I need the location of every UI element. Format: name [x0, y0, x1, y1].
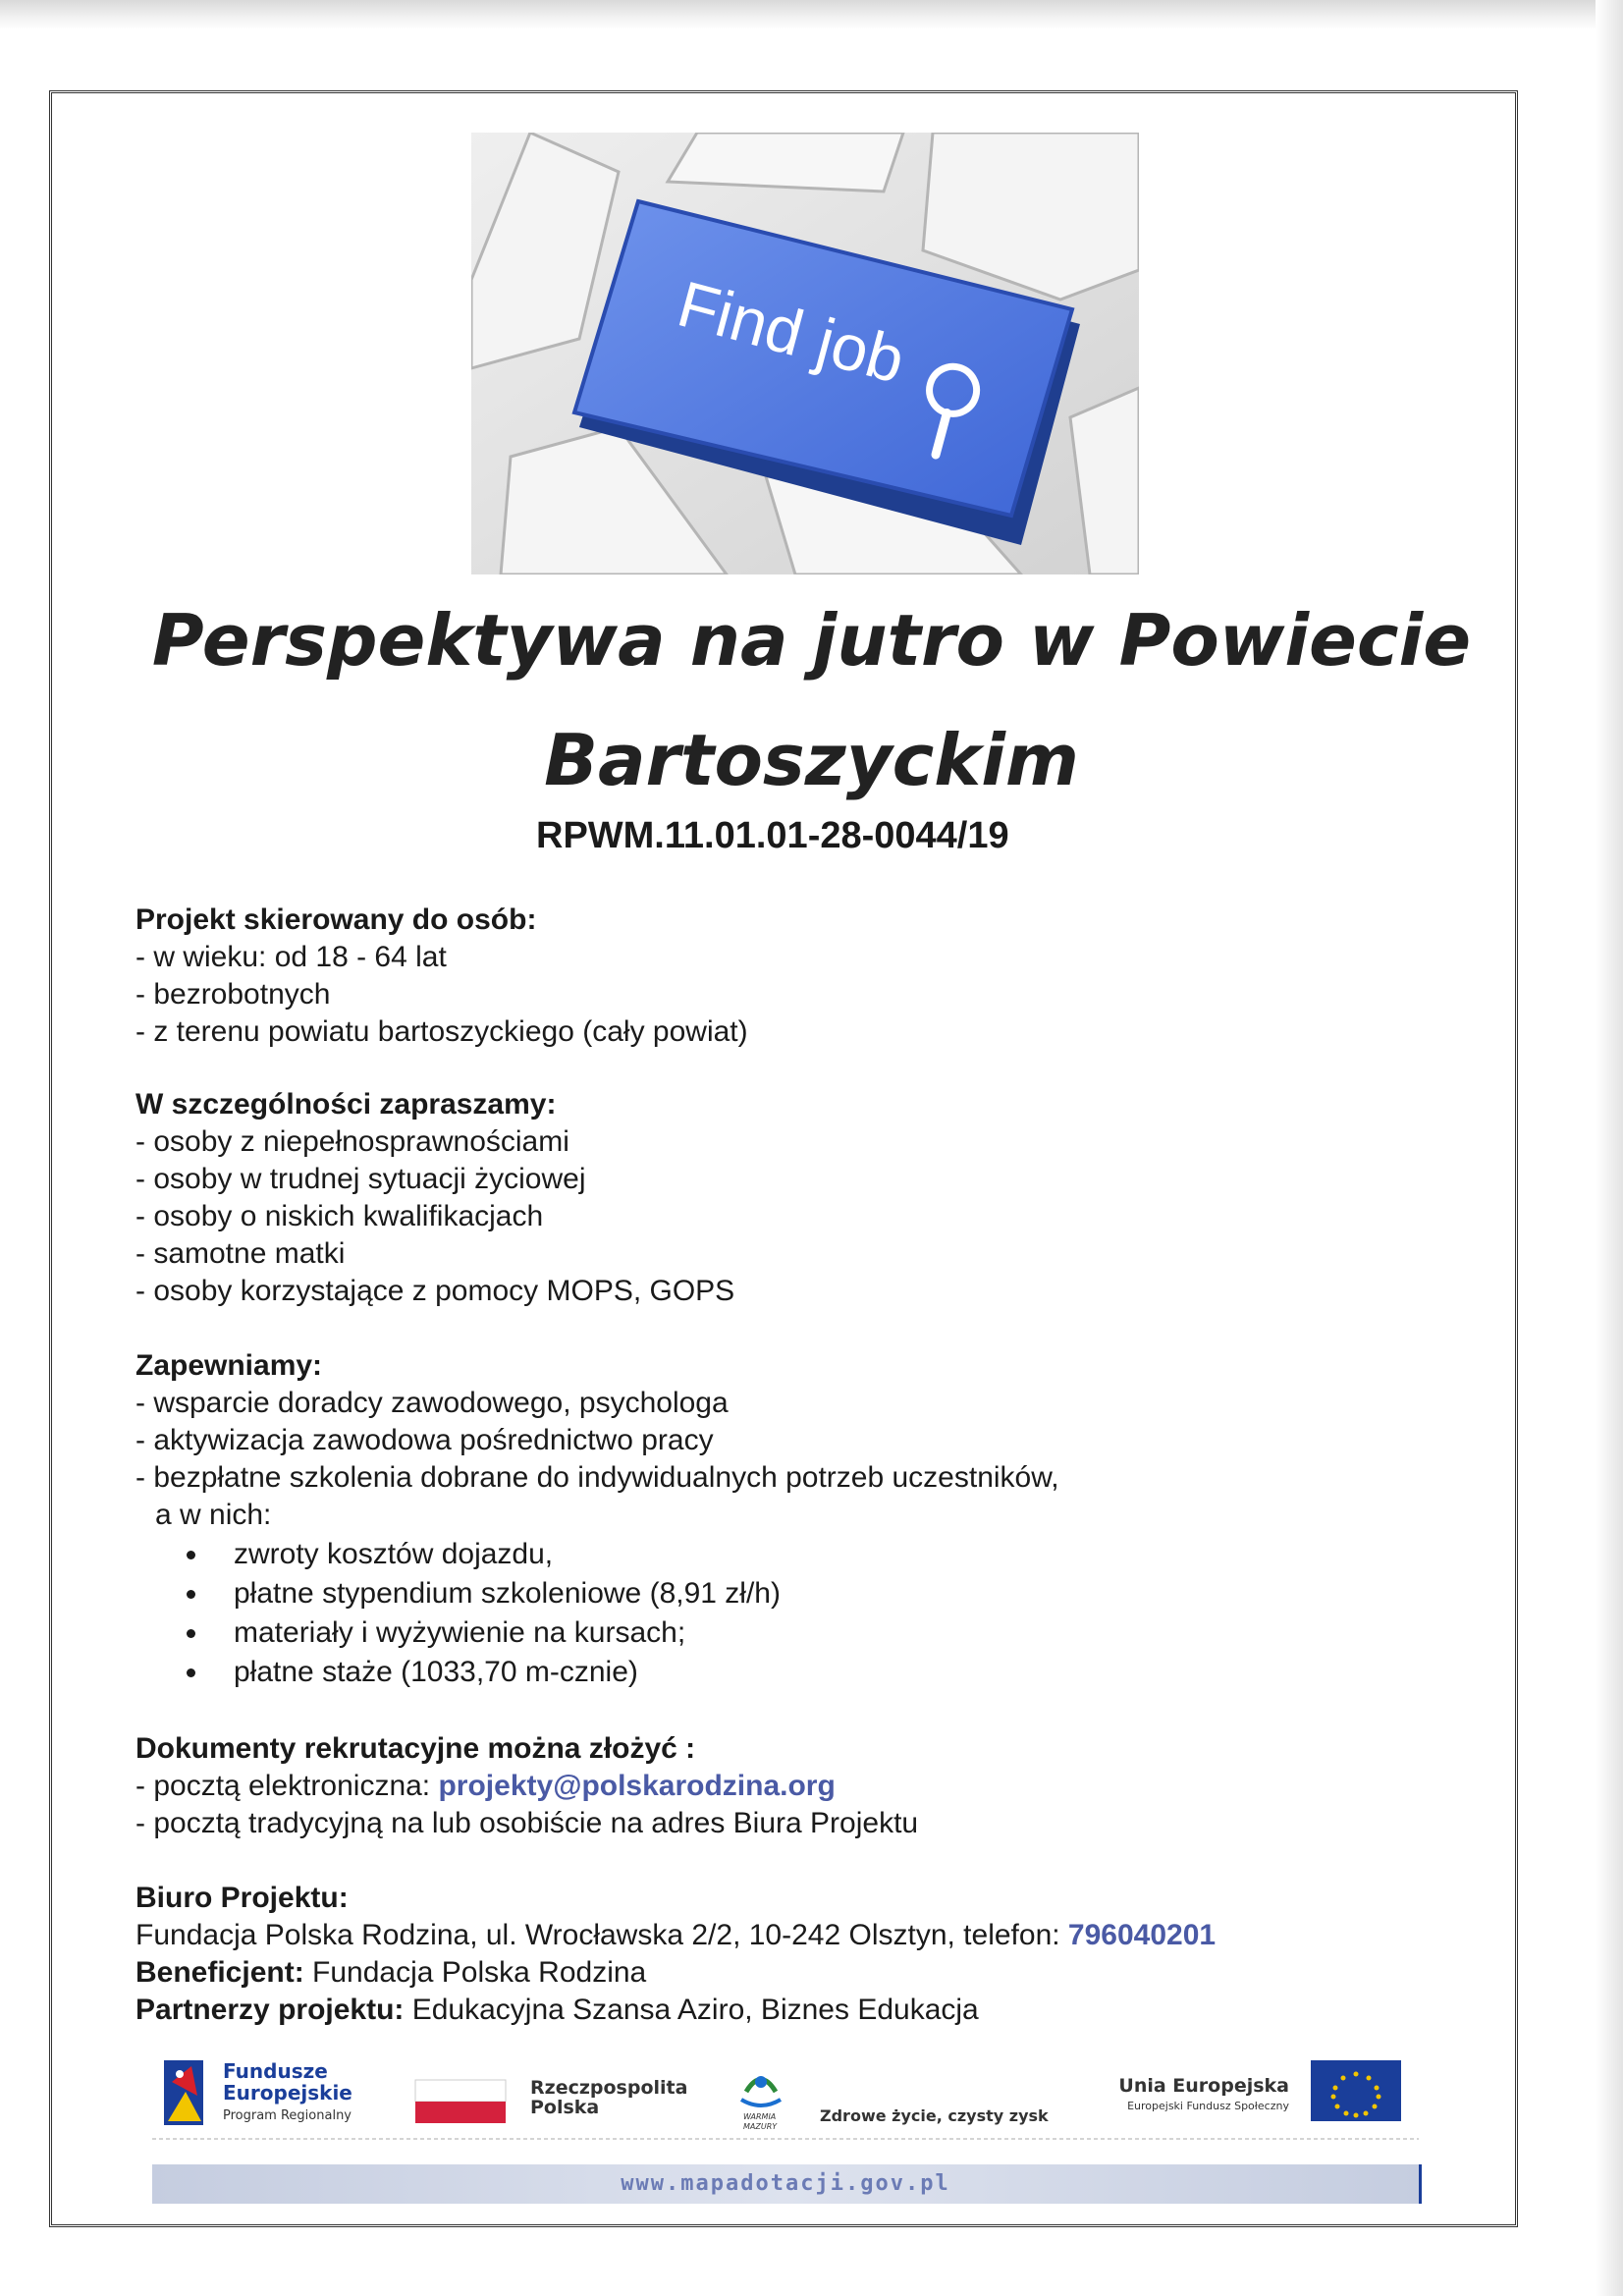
- partners-line: [135, 1992, 979, 2029]
- provide-item: - aktywizacja zawodowa pośrednictwo pracy: [135, 1424, 714, 1456]
- beneficiary-line: [135, 1954, 646, 1992]
- logos-strip: [152, 2052, 1419, 2141]
- target-item: - bezrobotnych: [135, 978, 331, 1011]
- bullet-dot: [187, 1551, 195, 1559]
- invite-item: - samotne matki: [135, 1237, 346, 1270]
- fe-line1: Fundusze: [223, 2059, 328, 2083]
- office-address: [135, 1917, 1216, 1954]
- bullet-item: [234, 1654, 638, 1691]
- target-item: - w wieku: od 18 - 64 lat: [135, 941, 447, 973]
- bullet-text: zwroty kosztów dojazdu,: [234, 1538, 554, 1570]
- partners-label: Partnerzy projektu:: [135, 1994, 405, 2026]
- main-title-line1: Perspektywa na jutro w Powiecie: [151, 599, 1472, 682]
- office-heading: Biuro Projektu:: [135, 1882, 349, 1914]
- provide-heading: Zapewniamy:: [135, 1349, 323, 1382]
- unia-europejska-logo: [1118, 2060, 1401, 2121]
- rzeczpospolita-polska-logo: [415, 2077, 687, 2123]
- bullet-text: płatne stypendium szkoleniowe (8,91 zł/h): [234, 1577, 781, 1610]
- warmia-mazury-logo: [741, 2076, 1049, 2131]
- bullet-item: [234, 1575, 781, 1613]
- bullet-text: materiały i wyżywienie na kursach;: [234, 1616, 686, 1649]
- rp-line2: Polska: [530, 2097, 600, 2118]
- provide-item: a w nich:: [155, 1499, 272, 1531]
- email-prefix: - pocztą elektroniczna:: [135, 1770, 439, 1802]
- documents-heading: Dokumenty rekrutacyjne można złożyć :: [135, 1732, 696, 1765]
- fundusze-europejskie-logo: [164, 2059, 352, 2125]
- invite-heading: W szczególności zapraszamy:: [135, 1088, 557, 1121]
- bullet-text: płatne staże (1033,70 m-cznie): [234, 1656, 638, 1688]
- wm-slogan: Zdrowe życie, czysty zysk: [820, 2106, 1049, 2125]
- bullet-dot: [187, 1590, 195, 1599]
- email-link[interactable]: projekty@polskarodzina.org: [438, 1770, 836, 1802]
- documents-email-line: [135, 1768, 836, 1805]
- fe-line2: Europejskie: [223, 2081, 352, 2105]
- phone-number[interactable]: 796040201: [1067, 1919, 1217, 1951]
- invite-item: - osoby korzystające z pomocy MOPS, GOPS: [135, 1275, 735, 1307]
- main-title-line2: Bartoszyckim: [544, 719, 1079, 801]
- project-code: RPWM.11.01.01-28-0044/19: [536, 815, 1009, 856]
- invite-item: - osoby z niepełnosprawnościami: [135, 1125, 569, 1158]
- target-heading: Projekt skierowany do osób:: [135, 903, 537, 936]
- partners-value: Edukacyjna Szansa Aziro, Biznes Edukacja: [404, 1994, 979, 2026]
- documents-post-line: - pocztą tradycyjną na lub osobiście na adres Biura Projektu: [135, 1807, 919, 1839]
- wm-small1: WARMIA: [743, 2112, 777, 2121]
- invite-item: - osoby w trudnej sytuacji życiowej: [135, 1163, 586, 1195]
- ue-line2: Europejski Fundusz Społeczny: [1127, 2100, 1289, 2112]
- footer-url[interactable]: www.mapadotacji.gov.pl: [621, 2171, 950, 2196]
- bullet-dot: [187, 1668, 195, 1677]
- provide-item: - wsparcie doradcy zawodowego, psychologa: [135, 1387, 729, 1419]
- scan-shadow-top: [0, 0, 1623, 29]
- fe-line3: Program Regionalny: [223, 2108, 352, 2123]
- ue-line1: Unia Europejska: [1118, 2075, 1289, 2097]
- provide-item: - bezpłatne szkolenia dobrane do indywidualnych potrzeb uczestników,: [135, 1461, 1059, 1494]
- beneficiary-label: Beneficjent:: [135, 1956, 304, 1989]
- key-text: Find job: [670, 266, 912, 397]
- bullet-dot: [187, 1629, 195, 1638]
- rp-line1: Rzeczpospolita: [530, 2077, 688, 2099]
- footer-url-bar: [152, 2164, 1422, 2204]
- bullet-item: [234, 1536, 553, 1573]
- bullet-item: [234, 1614, 685, 1652]
- keyboard-photo: [471, 133, 1139, 574]
- target-item: - z terenu powiatu bartoszyckiego (cały powiat): [135, 1015, 748, 1048]
- beneficiary-value: Fundacja Polska Rodzina: [303, 1956, 647, 1989]
- address-text: Fundacja Polska Rodzina, ul. Wrocławska 2/2, 10-242 Olsztyn, telefon:: [135, 1919, 1068, 1951]
- scan-shadow-right: [1596, 0, 1623, 2296]
- wm-small2: MAZURY: [743, 2122, 778, 2131]
- invite-item: - osoby o niskich kwalifikacjach: [135, 1200, 544, 1232]
